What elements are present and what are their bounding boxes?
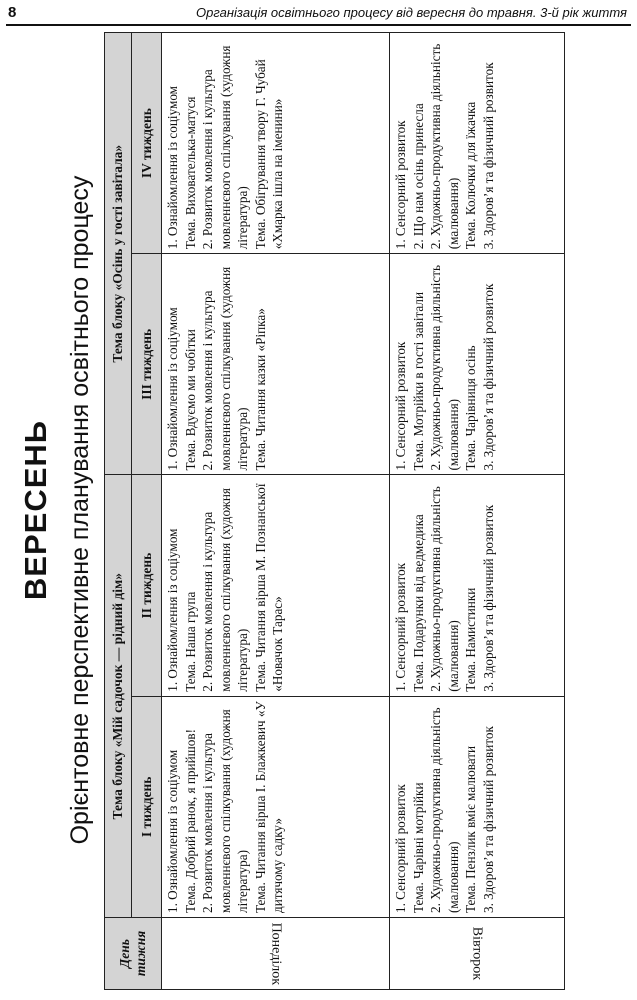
table-cell: [390, 33, 565, 254]
cell-line: 2. Що нам осінь принесла: [410, 103, 426, 250]
cell-line: 2. Художньо-продуктивна діяльність (малювання): [428, 265, 461, 471]
week-header-2: II тиждень: [131, 475, 162, 696]
day-header-line1: День: [117, 939, 132, 968]
cell-line: 1. Ознайомлення із соціумом: [165, 749, 180, 913]
month-title: ВЕРЕСЕНЬ: [18, 419, 53, 601]
week-header-3: III тиждень: [131, 254, 162, 475]
rotated-page-content: [8, 30, 608, 990]
cell-line: Тема. Читання вірша І. Блажкевич «У дитячому садку»: [252, 701, 285, 913]
cell-line: 2. Художньо-продуктивна діяльність (малювання): [428, 43, 461, 250]
planning-table: [104, 32, 565, 990]
table-cell: [390, 254, 565, 475]
cell-line: Тема. Читання вірша М. Познанської «Новачок Тарас»: [252, 483, 285, 692]
cell-line: 2. Розвиток мовлення і культура мовленнєвого спілкування (художня література): [200, 266, 250, 471]
cell-line: Тема. Добрий ранок, я прийшов!: [182, 728, 198, 913]
cell-line: 1. Сенсорний розвиток: [393, 120, 408, 250]
cell-line: Тема. Обігрування твору Г. Чубай «Хмарка ішла на іменини»: [252, 59, 285, 250]
cell-line: 3. Здоров’я та фізичний розвиток: [480, 283, 496, 471]
day-column-header: [105, 918, 162, 990]
cell-line: Тема. Подарунки від ведмедика: [410, 514, 426, 692]
cell-line: Тема. Намистинки: [463, 587, 478, 692]
cell-line: 1. Ознайомлення із соціумом: [165, 85, 180, 250]
cell-line: Тема. Чарівниця осінь: [463, 345, 478, 471]
page-header: [0, 0, 637, 26]
table-row: [162, 33, 390, 990]
table-cell: [162, 696, 390, 917]
cell-line: 3. Здоров’я та фізичний розвиток: [480, 62, 496, 250]
cell-line: 2. Розвиток мовлення і культура мовленнєвого спілкування (художня література): [200, 709, 250, 913]
cell-line: 2. Розвиток мовлення і культура мовленнєвого спілкування (художня література): [200, 45, 250, 250]
header-rule: [6, 24, 631, 26]
cell-line: Тема. Наша група: [182, 591, 198, 692]
day-cell: [162, 918, 390, 990]
cell-line: Тема. Мотрійки в гості завітали: [410, 291, 426, 471]
cell-line: 2. Художньо-продуктивна діяльність (малювання): [428, 707, 461, 913]
cell-line: 1. Сенсорний розвиток: [393, 341, 408, 471]
table-cell: [162, 254, 390, 475]
cell-line: Тема. Читання казки «Рiпка»: [252, 308, 268, 471]
day-cell: [390, 918, 565, 990]
cell-line: 3. Здоров’я та фізичний розвиток: [480, 504, 496, 692]
week-header-1: I тиждень: [131, 696, 162, 917]
cell-line: 3. Здоров’я та фізичний розвиток: [480, 726, 496, 913]
block-header-1: Тема блоку «Мій садочок — рідний дім»: [105, 475, 132, 918]
cell-line: Тема. Вдуємо ми чобітки: [182, 329, 198, 471]
page-number: 8: [8, 4, 17, 21]
cell-line: Тема. Вихователька-матуся: [182, 96, 198, 250]
table-cell: [390, 696, 565, 917]
cell-line: 2. Художньо-продуктивна діяльність (малювання): [428, 486, 461, 692]
page-title: Орієнтовне перспективне планування освітнього процесу: [66, 175, 94, 845]
table-row: [390, 33, 565, 990]
table-cell: [162, 33, 390, 254]
cell-line: 1. Сенсорний розвиток: [393, 562, 408, 692]
block-header-2: Тема блоку «Осінь у гості завітала»: [105, 33, 132, 476]
cell-line: 2. Розвиток мовлення і культура мовленнєвого спілкування (художня література): [200, 488, 250, 692]
table-cell: [390, 475, 565, 696]
cell-line: 1. Ознайомлення із соціумом: [165, 307, 180, 471]
cell-line: 1. Сенсорний розвиток: [393, 784, 408, 913]
cell-line: 1. Ознайомлення із соціумом: [165, 528, 180, 692]
week-header-4: IV тиждень: [131, 33, 162, 254]
table-cell: [162, 475, 390, 696]
day-header-line2: тижня: [133, 930, 148, 977]
cell-line: Тема. Чарівні мотрійки: [410, 782, 426, 913]
day-label: Вівторок: [469, 926, 485, 981]
day-label: Понеділок: [268, 922, 284, 985]
running-title: Організація освітнього процесу від вересня до травня. 3-й рік життя: [196, 5, 627, 20]
cell-line: Тема. Пензлик вміє малювати: [463, 745, 478, 913]
cell-line: Тема. Колючки для їжачка: [463, 101, 478, 250]
